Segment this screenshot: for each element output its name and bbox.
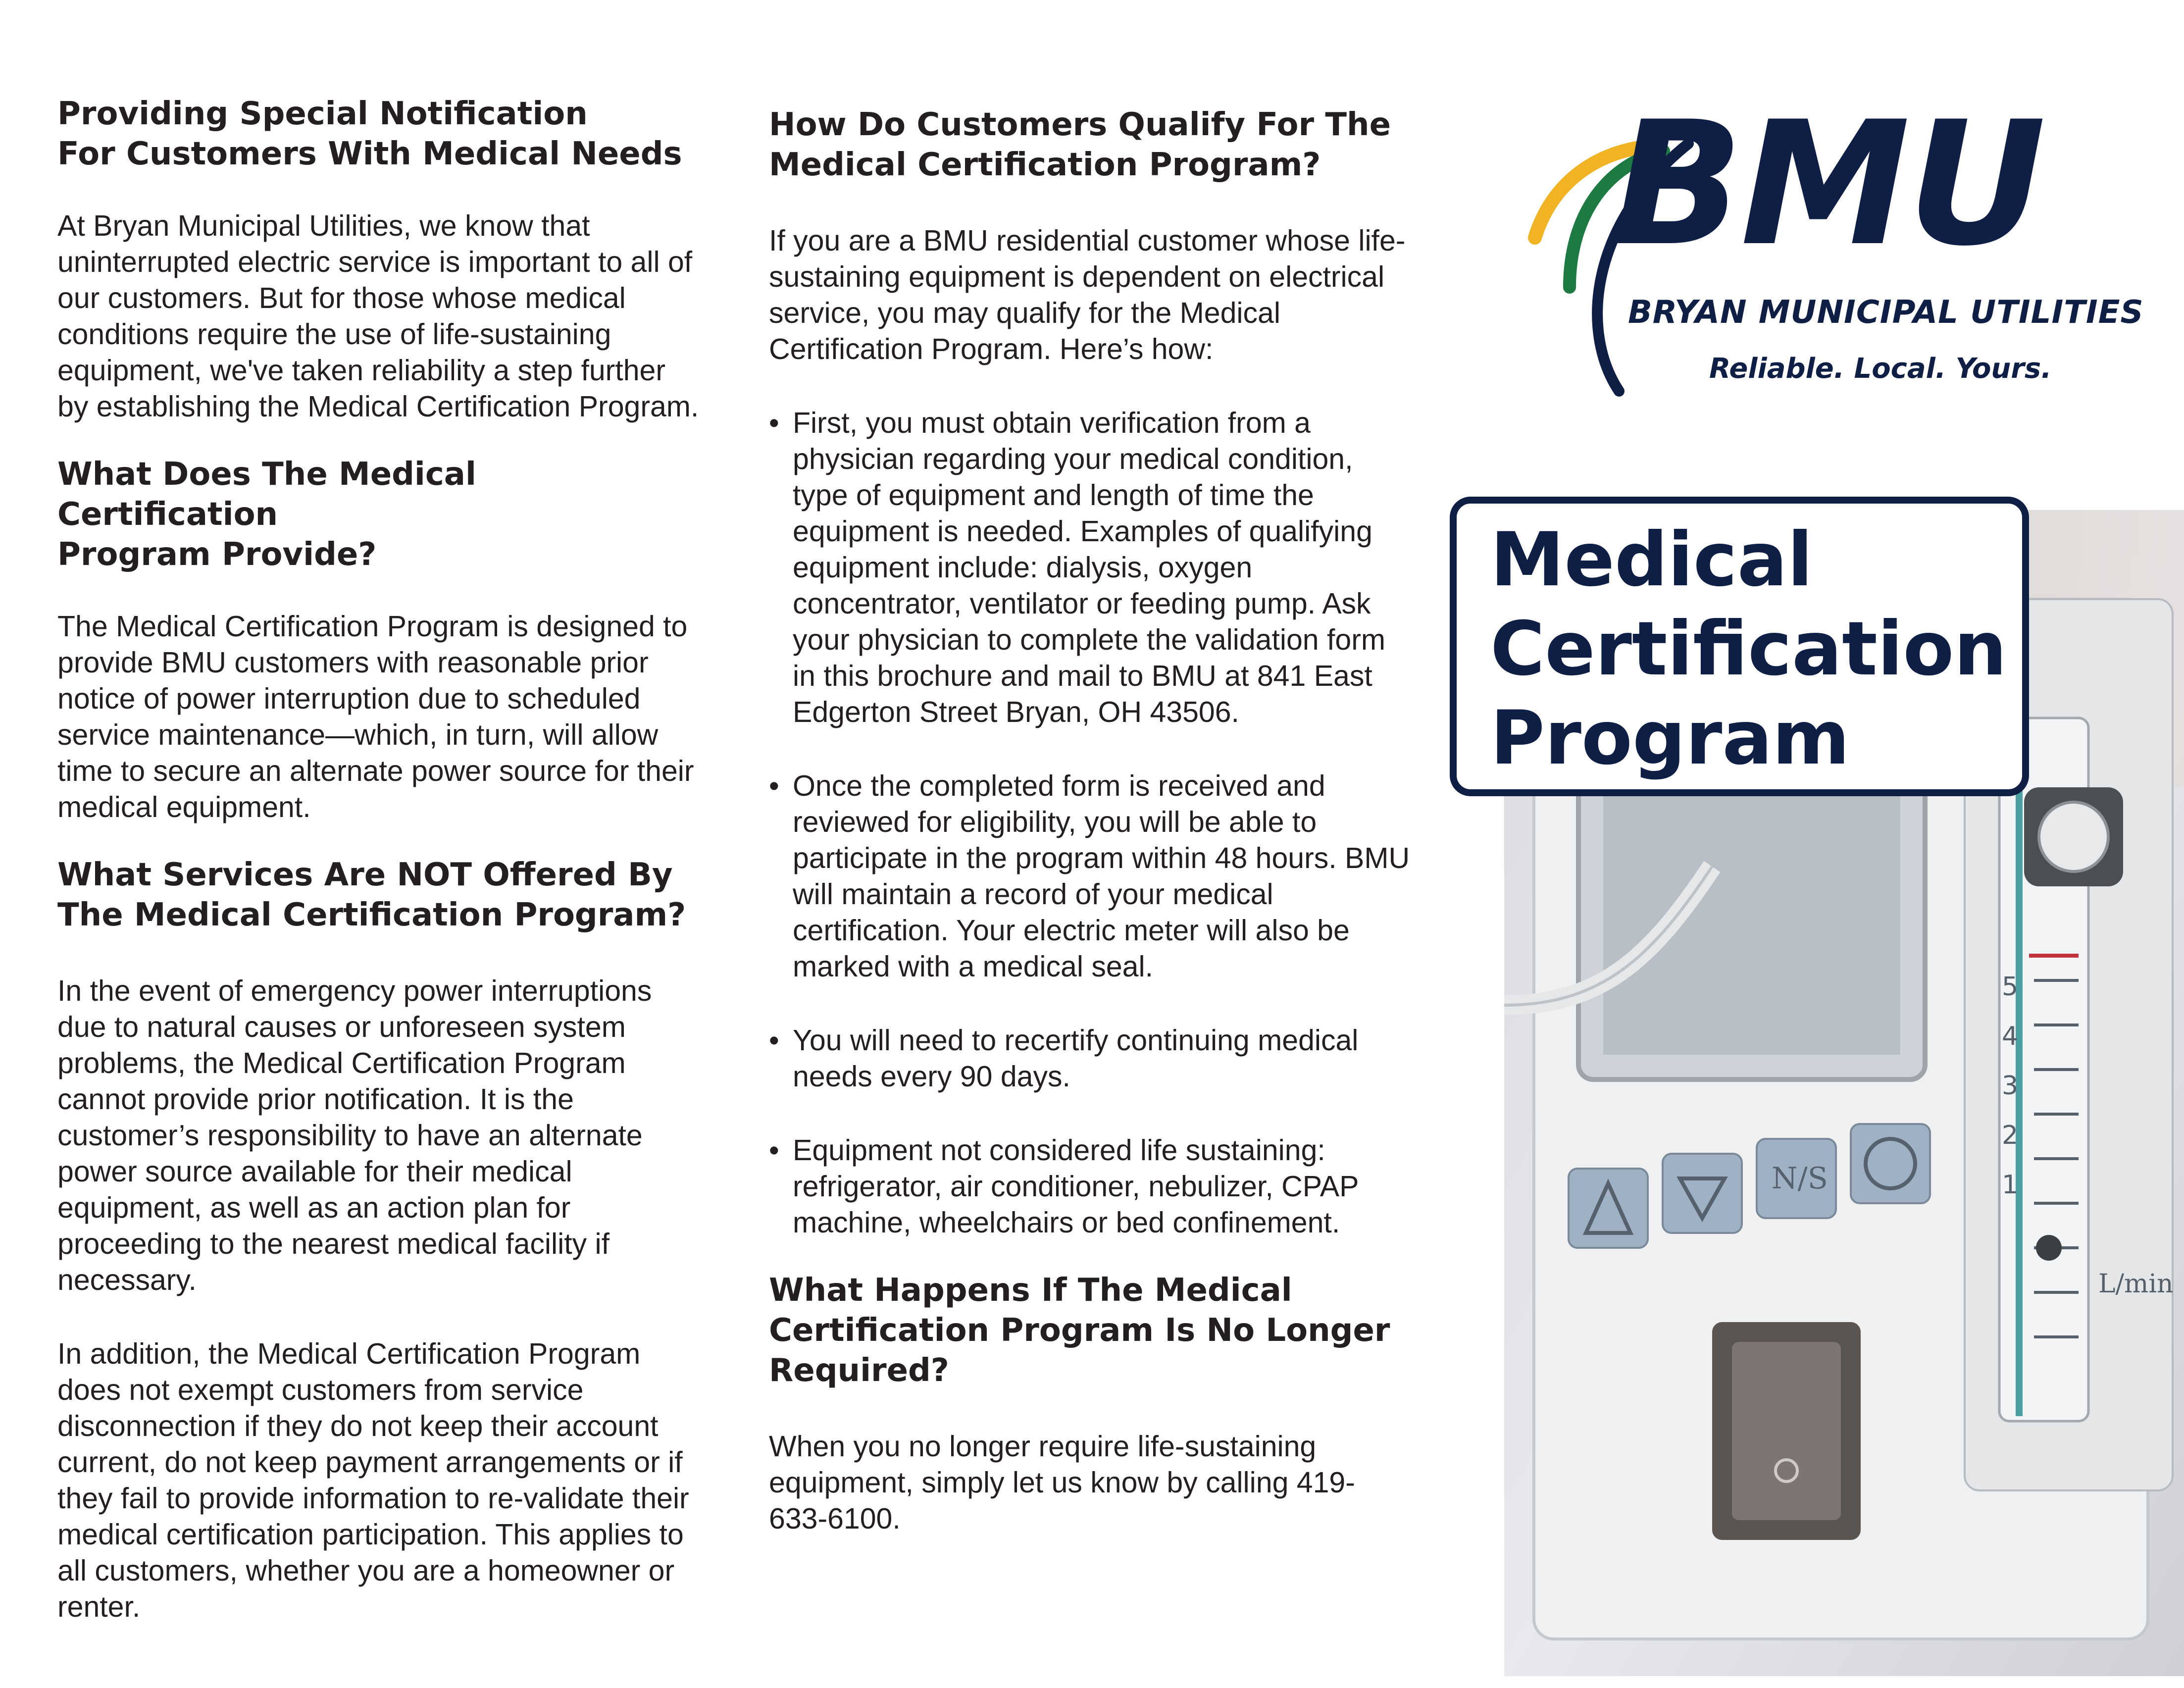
bmu-wordmark: BMU [1613, 85, 2043, 284]
flow-tick-label: 5 [2002, 972, 2019, 1002]
heading-qualify: How Do Customers Qualify For The Medical Certification Program? [769, 106, 1391, 183]
bmu-tagline: Reliable. Local. Yours. [1709, 353, 2052, 385]
list-item: • Once the completed form is received and reviewed for eligibility, you will be able to participate in the program within 48 hours. BMU will maintain a record of your medical certification. Your electric meter will also be marked with a medical seal. [769, 769, 1410, 983]
list-item: • Equipment not considered life sustaining: refrigerator, air conditioner, nebulizer, CPAP machine, wheelchairs or bed confinement. [769, 1134, 1359, 1239]
heading-program-provide: What Does The Medical Certification Program Provide? [57, 456, 476, 573]
svg-text:N/S: N/S [1772, 1161, 1828, 1196]
flow-tick-label: 4 [2002, 1022, 2019, 1051]
flow-tick-label: 1 [2002, 1170, 2019, 1200]
heading-not-offered: What Services Are NOT Offered By The Medical Certification Program? [57, 857, 686, 933]
paragraph-emergency: In the event of emergency power interruptions due to natural causes or unforeseen system problems, the Medical Certification Program cannot provide prior notification. It is the customer’s responsibility to have an alternate power source available for their medical equipment, as well as an action plan for proceeding to the nearest medical facility if necessary. [57, 974, 652, 1296]
title-line: Certification [1490, 606, 2007, 692]
program-title-box [1450, 497, 2029, 796]
list-item: • First, you must obtain verification from a physician regarding your medical condition, type of equipment and length of time the equipment is needed. Examples of qualifying equipment include: dialysis, oxygen concentrator, ventilator or feeding pump. Ask your physician to complete the validation form in this brochure and mail to BMU at 841 East Edgerton Street Bryan, OH 43506. [769, 407, 1385, 728]
title-line: Program [1490, 695, 1850, 781]
flow-tick-label: 2 [2002, 1121, 2019, 1150]
list-item: • You will need to recertify continuing medical needs every 90 days. [769, 1024, 1359, 1093]
paragraph-program-provide: The Medical Certification Program is designed to provide BMU customers with reasonable prior notice of power interruption due to scheduled service maintenance—which, in turn, will allow time to secure an alternate power source for their medical equipment. [57, 610, 694, 823]
paragraph-no-longer-required: When you no longer require life-sustaining equipment, simply let us know by calling 419-633-6100. [769, 1430, 1355, 1535]
column-middle [769, 105, 1413, 1537]
title-line: Medical [1490, 517, 1813, 603]
bmu-full-name: BRYAN MUNICIPAL UTILITIES [1628, 294, 2144, 331]
column-left [57, 94, 701, 1625]
paragraph-intro: At Bryan Municipal Utilities, we know that uninterrupted electric service is important to all of our customers. But for those whose medical conditions require the use of life-sustaining equipment, we've taken reliability a step further by establishing the Medical Certification Program. [57, 209, 699, 423]
flow-tick-label: 3 [2002, 1071, 2019, 1101]
heading-no-longer-required: What Happens If The Medical Certification Program Is No Longer Required? [769, 1272, 1390, 1389]
flow-unit-label: L/min [2098, 1269, 2174, 1299]
heading-special-notification: Providing Special Notification For Customers With Medical Needs [57, 96, 682, 172]
paragraph-disconnection: In addition, the Medical Certification Program does not exempt customers from service disconnection if they do not keep their account current, do not keep payment arrangements or if they fail to provide information to re-validate their medical certification participation. This applies to all customers, whether you are a homeowner or renter. [57, 1337, 689, 1623]
paragraph-qualify: If you are a BMU residential customer whose life-sustaining equipment is dependent on electrical service, you may qualify for the Medical Certification Program. Here’s how: [769, 224, 1406, 365]
qualify-list [769, 405, 1413, 1241]
